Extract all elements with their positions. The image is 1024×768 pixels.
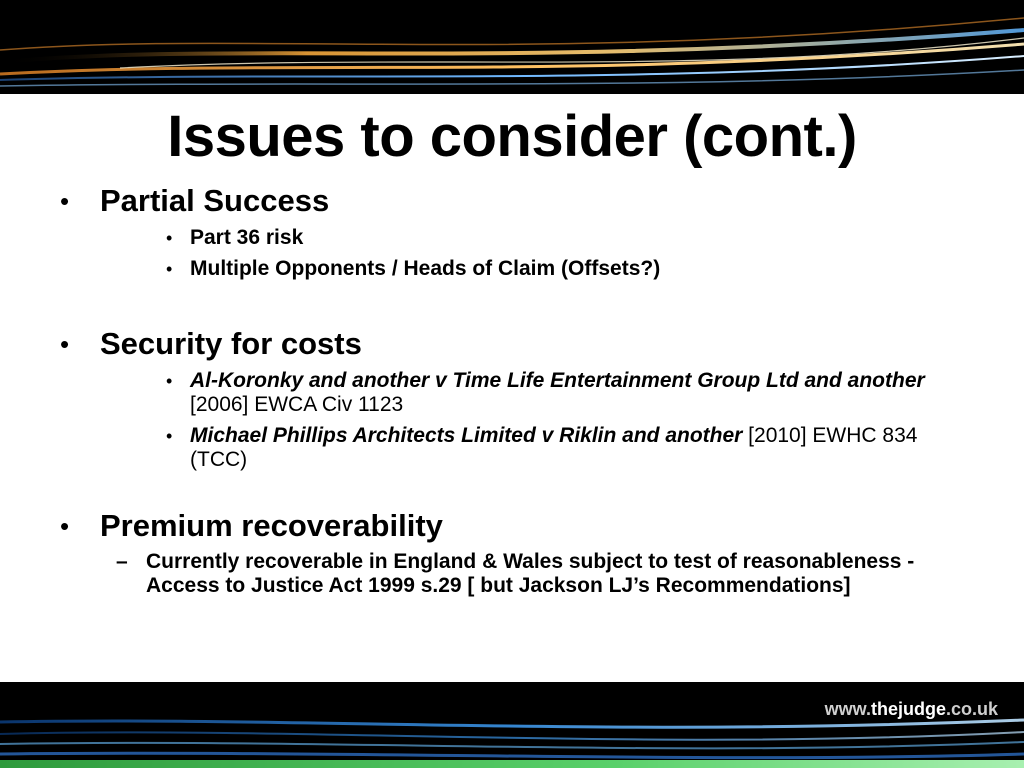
dash-icon: – [116, 550, 128, 573]
case-name: Michael Phillips Architects Limited v Riklin and another [190, 424, 743, 447]
url-suffix: .co.uk [945, 699, 998, 719]
slide-title: Issues to consider (cont.) [167, 104, 857, 169]
footer-website-link[interactable] [825, 699, 998, 720]
bullet-icon: • [166, 426, 173, 446]
list-item: Part 36 risk [190, 226, 304, 249]
list-item-case [190, 369, 960, 417]
bullet-icon: • [60, 329, 70, 359]
section-heading-partial-success: Partial Success [100, 183, 330, 218]
list-item-case [190, 424, 960, 472]
light-streaks-graphic [0, 682, 1024, 768]
footer-banner [0, 682, 1024, 768]
bullet-icon: • [166, 259, 173, 279]
url-brand: thejudge [870, 699, 946, 719]
bullet-icon: • [166, 371, 173, 391]
bullet-icon: • [60, 186, 70, 216]
case-citation: [2010] EWHC 834 (TCC) [190, 424, 918, 471]
bullet-icon: • [60, 511, 70, 541]
section-heading-security-for-costs: Security for costs [100, 326, 362, 361]
url-prefix: www. [824, 699, 871, 719]
header-banner [0, 0, 1024, 94]
section-heading-premium-recoverability: Premium recoverability [100, 508, 443, 543]
list-item: Currently recoverable in England & Wales subject to test of reasonableness - Access to Justice Act 1999 s.29 [ but Jackson LJ’s Recommendations] [146, 550, 915, 597]
list-item: Multiple Opponents / Heads of Claim (Offsets?) [190, 257, 661, 280]
bullet-icon: • [166, 228, 173, 248]
light-streaks-graphic [0, 0, 1024, 94]
case-citation: [2006] EWCA Civ 1123 [190, 393, 404, 416]
case-name: Al-Koronky and another v Time Life Entertainment Group Ltd and another [190, 369, 925, 392]
